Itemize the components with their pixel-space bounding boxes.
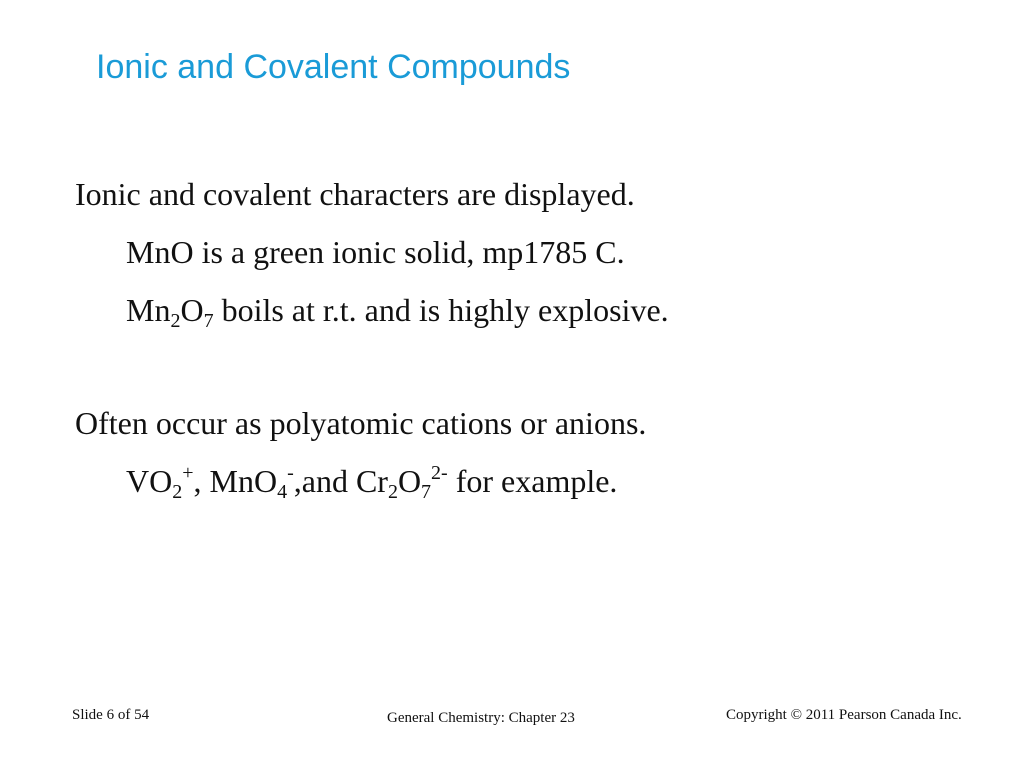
formula-part: O [397, 463, 422, 499]
formula-part: Mn [126, 292, 171, 328]
superscript: - [287, 462, 294, 484]
subscript: 2 [170, 310, 181, 332]
sub-bullet-examples [126, 462, 618, 503]
formula-part: VO [126, 463, 173, 499]
superscript: + [182, 462, 194, 484]
footer-course: General Chemistry: Chapter 23 [387, 710, 575, 726]
formula-part: O [180, 292, 204, 328]
formula-part: ,and Cr [293, 463, 388, 499]
subscript: 2 [387, 481, 398, 503]
footer-copyright: Copyright © 2011 Pearson Canada Inc. [726, 707, 962, 723]
subscript: 4 [277, 481, 288, 503]
slide-title: Ionic and Covalent Compounds [96, 48, 571, 86]
subscript: 7 [203, 310, 214, 332]
sub-bullet-mn2o7 [126, 292, 669, 332]
subscript: 7 [421, 481, 432, 503]
footer-slide-number: Slide 6 of 54 [72, 707, 150, 723]
formula-part: , MnO [193, 463, 278, 499]
superscript: 2- [431, 462, 448, 484]
subscript: 2 [172, 481, 183, 503]
line-text: boils at r.t. and is highly explosive. [213, 292, 669, 328]
bullet-polyatomic: Often occur as polyatomic cations or anions. [75, 405, 647, 441]
line-text: for example. [447, 463, 618, 499]
sub-bullet-mno: MnO is a green ionic solid, mp1785 C. [126, 234, 625, 270]
bullet-ionic-covalent: Ionic and covalent characters are displayed. [75, 176, 635, 212]
